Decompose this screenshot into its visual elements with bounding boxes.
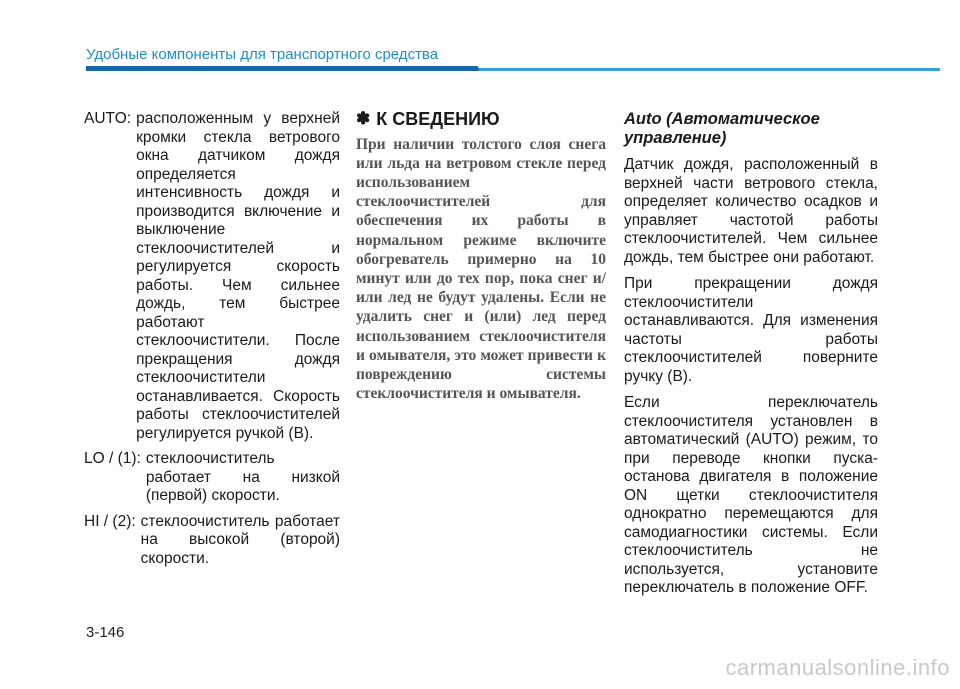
mode-term: LO / (1): <box>84 450 141 467</box>
paragraph: Если переключатель стеклоочистителя установлен в автоматический (AUTO) режим, то при переводе кнопки пуска-останова двигателя в положение ON щетки стеклоочистителя однократно перемещаются для самодиагностики системы. Если стеклоочиститель не используется, установите переключатель в положение OFF. <box>624 394 878 596</box>
section-header-title: Удобные компоненты для транспортного средства <box>86 46 439 63</box>
mode-item-hi <box>84 513 340 569</box>
auto-mode-heading: Auto (Автоматическое управление) <box>624 110 820 147</box>
notice-star-icon: ✽ <box>356 109 371 128</box>
header-divider <box>86 68 940 71</box>
notice-body: При наличии толстого слоя снега или льда на ветровом стекле перед использованием стеклоочистителей для обеспечения их работы в нормальном режиме включите обогреватель примерно на 10 минут или до тех пор, пока снег и/или лед не будут удалены. Если не удалить снег и (или) лед перед использованием стеклоочистителя и омывателя, это может привести к повреждению системы стеклоочистителя и омывателя. <box>356 135 606 403</box>
mode-term: AUTO: <box>84 110 132 127</box>
mode-description: расположенным у верхней кромки стекла ветрового окна датчиком дождя определяется интенсивность дождя и производится включение и выключение стеклоочистителей и регулируется скорость работы. Чем сильнее дождь, тем быстрее работают стеклоочистители. После прекращения дождя стеклоочистители останавливается. Скорость работы стеклоочистителей регулируется ручкой (B). <box>136 110 340 442</box>
page-number: 3-146 <box>86 624 125 641</box>
watermark: carmanualsonline.info <box>725 655 950 680</box>
header-divider-accent <box>86 66 478 71</box>
notice-column <box>356 110 606 403</box>
right-column <box>624 110 878 606</box>
paragraph: При прекращении дождя стеклоочистители останавливаются. Для изменения частоты работы стеклоочистителей поверните ручку (B). <box>624 275 878 385</box>
mode-description: стеклоочиститель работает на высокой (второй) скорости. <box>140 512 340 567</box>
mode-term: HI / (2): <box>84 512 136 530</box>
notice-heading-text: К СВЕДЕНИЮ <box>376 109 500 129</box>
paragraph: Датчик дождя, расположенный в верхней части ветрового стекла, определяет количество осадков и управляет частотой работы стеклоочистителей. Чем сильнее дождь, тем быстрее они работают. <box>624 156 878 266</box>
mode-item-auto <box>84 110 340 443</box>
mode-description: стеклоочиститель работает на низкой (первой) скорости. <box>145 450 340 504</box>
left-column <box>84 110 340 575</box>
mode-item-lo <box>84 450 340 506</box>
notice-heading <box>356 110 606 129</box>
